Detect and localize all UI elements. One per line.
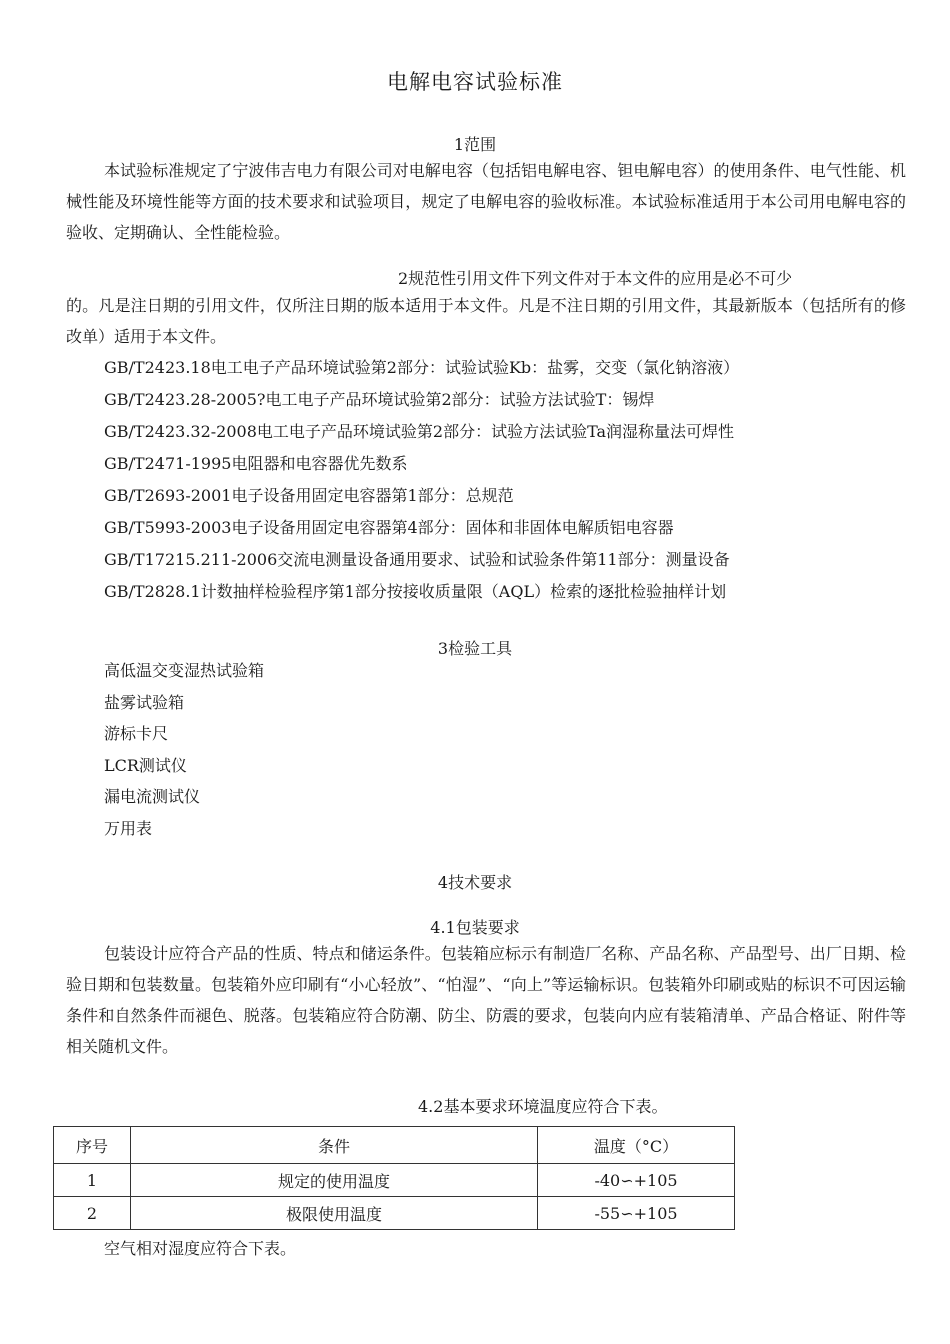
reference-item: GB/T2423.18电工电子产品环境试验第2部分：试验试验Kb：盐雾，交变（氯化钠溶液）: [104, 358, 740, 377]
tool-item: LCR测试仪: [104, 755, 187, 775]
section-4-1-heading: 4.1包装要求: [430, 918, 520, 937]
after-table-text: 空气相对湿度应符合下表。: [104, 1239, 297, 1258]
section-1-body: 本试验标准规定了宁波伟吉电力有限公司对电解电容（包括铝电解电容、钽电解电容）的使用条件、电气性能、机械性能及环境性能等方面的技术要求和试验项目，规定了电解电容的验收标准。本试验标准适用于本公司用电解电容的验收、定期确认、全性能检验。: [66, 161, 906, 242]
tool-list: [104, 655, 264, 844]
tool-item: 漏电流测试仪: [104, 787, 201, 806]
reference-item: GB/T2693-2001电子设备用固定电容器第1部分：总规范: [104, 486, 514, 505]
table-header-cell: 条件: [131, 1127, 538, 1164]
table-cell: -40∽+105: [538, 1164, 735, 1197]
section-2-body: 的。凡是注日期的引用文件，仅所注日期的版本适用于本文件。凡是不注日期的引用文件，其最新版本（包括所有的修改单）适用于本文件。: [66, 296, 906, 346]
tool-item: 万用表: [104, 818, 153, 838]
section-3-heading: 3检验工具: [437, 639, 513, 658]
table-header-cell: 序号: [54, 1127, 131, 1164]
section-4-heading: 4技术要求: [437, 873, 513, 892]
reference-item: GB/T2828.1计数抽样检验程序第1部分按接收质量限（AQL）检索的逐批检验抽样计划: [104, 582, 727, 601]
reference-list: [104, 352, 739, 608]
table-cell: -55∽+105: [538, 1197, 735, 1230]
section-2-heading: 2规范性引用文件下列文件对于本文件的应用是必不可少: [398, 269, 793, 288]
table-row: [54, 1197, 735, 1230]
reference-item: GB/T2423.32-2008电工电子产品环境试验第2部分：试验方法试验Ta润湿称量法可焊性: [104, 422, 735, 441]
temperature-table: [53, 1126, 735, 1230]
reference-item: GB/T5993-2003电子设备用固定电容器第4部分：固体和非固体电解质铝电容器: [104, 518, 674, 537]
section-4-2-heading: 4.2基本要求环境温度应符合下表。: [418, 1097, 668, 1116]
table-cell: 1: [54, 1164, 131, 1197]
table-header-cell: 温度（°C）: [538, 1127, 735, 1164]
tool-item: 游标卡尺: [104, 724, 169, 743]
document-title: 电解电容试验标准: [387, 70, 563, 94]
table-header-row: [54, 1127, 735, 1164]
reference-item: GB/T2423.28-2005?电工电子产品环境试验第2部分：试验方法试验T：锡焊: [104, 390, 655, 409]
section-4-1-body: 包装设计应符合产品的性质、特点和储运条件。包装箱应标示有制造厂名称、产品名称、产品型号、出厂日期、检验日期和包装数量。包装箱外应印刷有“小心轻放”、“怕湿”、“向上”等运输标识。包装箱外印刷或贴的标识不可因运输条件和自然条件而褪色、脱落。包装箱应符合防潮、防尘、防震的要求，包装向内应有装箱清单、产品合格证、附件等相关随机文件。: [66, 944, 906, 1056]
table-row: [54, 1164, 735, 1197]
section-1-heading: 1范围: [453, 135, 497, 154]
tool-item: 高低温交变湿热试验箱: [104, 661, 265, 680]
table-cell: 极限使用温度: [131, 1197, 538, 1230]
table-cell: 规定的使用温度: [131, 1164, 538, 1197]
reference-item: GB/T17215.211-2006交流电测量设备通用要求、试验和试验条件第11部分：测量设备: [104, 550, 730, 569]
reference-item: GB/T2471-1995电阻器和电容器优先数系: [104, 454, 408, 473]
tool-item: 盐雾试验箱: [104, 692, 185, 712]
table-cell: 2: [54, 1197, 131, 1230]
